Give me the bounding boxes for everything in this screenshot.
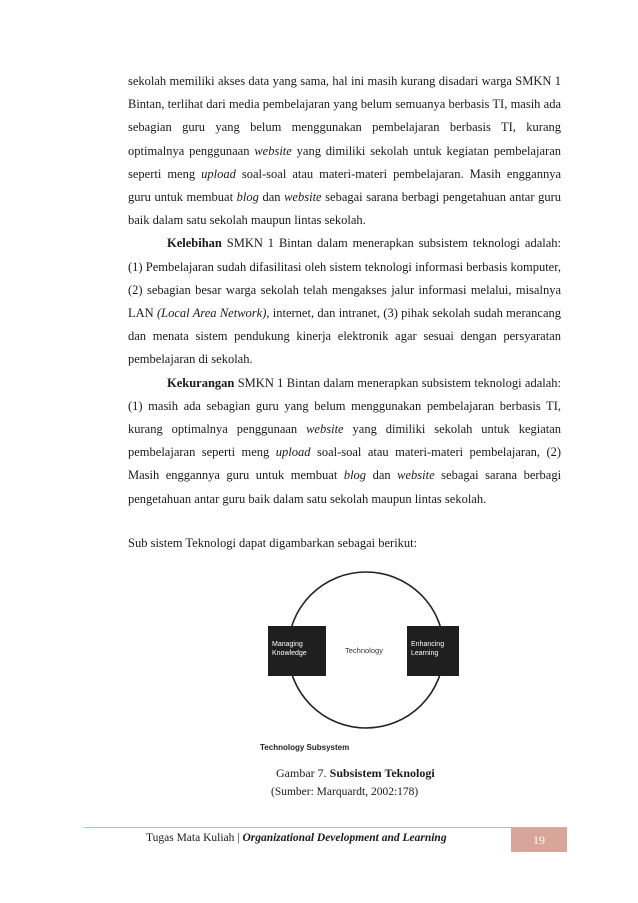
figure-intro: Sub sistem Teknologi dapat digambarkan sebagai berikut:: [128, 535, 418, 550]
figure-title: Technology Subsystem: [260, 743, 350, 752]
technology-label: Technology: [345, 646, 383, 655]
technology-subsystem-figure: [255, 560, 475, 760]
footer-divider: [84, 827, 567, 828]
body-text: [128, 70, 561, 555]
caption-line: Gambar 7. Subsistem Teknologi: [276, 766, 435, 780]
paragraph-gap: [128, 511, 561, 532]
enhancing-learning-box: Enhancing Learning: [407, 626, 459, 676]
paragraph-1: sekolah memiliki akses data yang sama, hal ini masih kurang disadari warga SMKN 1 Bintan, terlihat dari media pembelajaran yang belum semuanya berbasis TI, masih ada sebagian guru yang belum menggunakan pembelajaran berbasis TI, kurang optimalnya penggunaan website yang dimiliki sekolah untuk kegiatan pembelajaran seperti meng upload soal-soal atau materi-materi pembelajaran. Masih enggannya guru untuk membuat blog dan website sebagai sarana berbagi pengetahuan antar guru baik dalam satu sekolah maupun lintas sekolah.: [128, 74, 562, 228]
managing-knowledge-box: Managing Knowledge: [268, 626, 326, 676]
footer-text: Tugas Mata Kuliah | Organizational Development and Learning: [146, 832, 447, 844]
paragraph-kekurangan: Kekurangan SMKN 1 Bintan dalam menerapkan subsistem teknologi adalah: (1) masih ada sebagian guru yang belum menggunakan pembelajaran berbasis TI, kurang optimalnya penggunaan website yang dimiliki sekolah untuk kegiatan pembelajaran seperti meng upload soal-soal atau materi-materi pembelajaran, (2) Masih enggannya guru untuk membuat blog dan website sebagai sarana berbagi pengetahuan antar guru baik dalam satu sekolah maupun lintas sekolah.: [128, 375, 562, 506]
page-number-badge: 19: [511, 828, 567, 852]
paragraph-kelebihan: Kelebihan SMKN 1 Bintan dalam menerapkan subsistem teknologi adalah: (1) Pembelajaran sudah difasilitasi oleh sistem teknologi informasi berbasis komputer, (2) sebagian besar warga sekolah telah mengakses jalur informasi melalui, misalnya LAN (Local Area Network), internet, dan intranet, (3) pihak sekolah sudah merancang dan menata sistem pendukung kinerja elektronik agar sesuai dengan persyaratan pembelajaran di sekolah.: [128, 236, 561, 367]
caption-source: (Sumber: Marquardt, 2002:178): [271, 786, 419, 798]
figure-caption: [262, 764, 472, 802]
